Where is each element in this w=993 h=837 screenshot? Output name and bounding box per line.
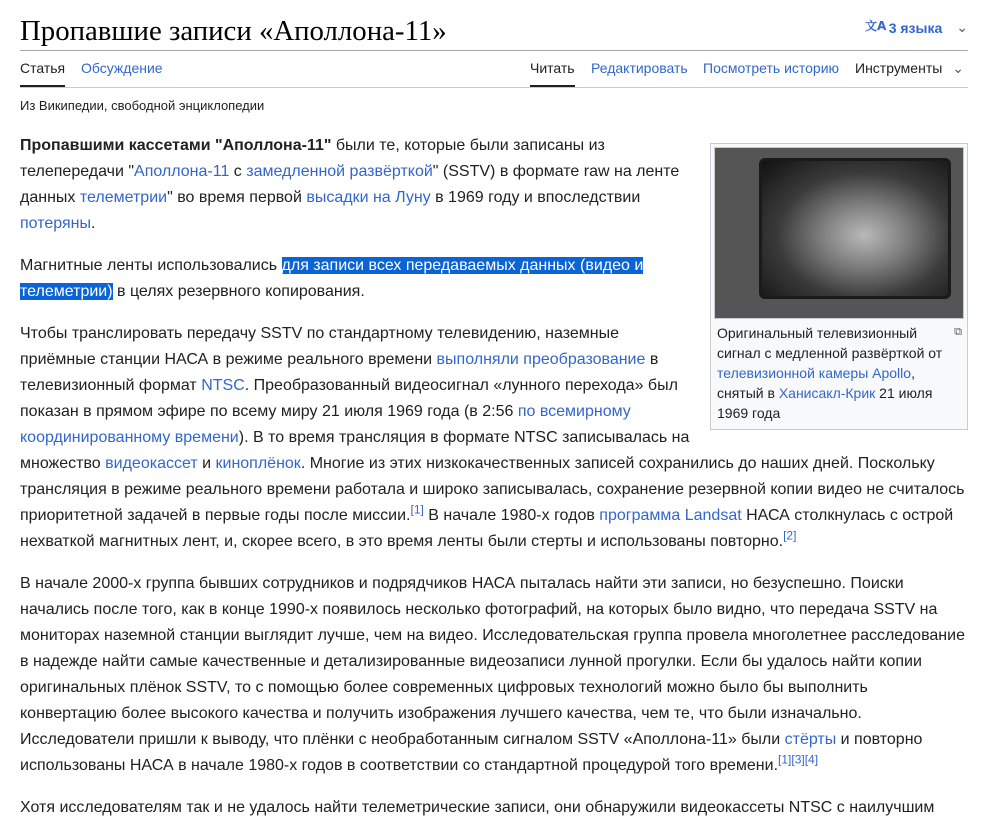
ref-link[interactable]: [1][3][4] xyxy=(778,752,819,767)
paragraph-5: Хотя исследователям так и не удалось найти телеметрические записи, они обнаружили видеокассеты NTSC с наилучшим xyxy=(20,799,935,816)
site-subtitle: Из Википедии, свободной энциклопедии xyxy=(20,98,265,113)
link-lost[interactable]: потеряны xyxy=(20,215,91,232)
chevron-down-icon: ⌄ xyxy=(956,19,968,35)
paragraph-3: Чтобы транслировать передачу SSTV по стандартному телевидению, наземные приёмные станции НАСА в режиме реального времени выполняли преобразование в телевизионный формат NTSC. Преобразованный видеосигнал «лунного перехода» был показан в прямом эфире по всему миру 21 июля 1969 года (в 2:56 по всемирному координированному времени). В то время трансляция в формате NTSC записывалась на множество видеокассет и киноплёнок. Многие из этих низкокачественных записей сохранились до наших дней. Поскольку трансляция в режиме реального времени работала и широко записывалась, сохранение резервной копии видео не считалось приоритетной задачей в первые годы после миссии.[1] В начале 1980-х годов программа Landsat НАСА столкнулась с острой нехваткой магнитных лент, и, скорее всего, в это время ленты были стерты и использованы повторно.[2] xyxy=(20,325,965,550)
link-moon-landing[interactable]: высадки на Луну xyxy=(306,189,431,206)
tab-edit[interactable]: Редактировать xyxy=(591,60,688,76)
language-button[interactable] xyxy=(865,18,968,37)
link-conversion[interactable]: выполняли преобразование xyxy=(436,351,646,368)
tab-history[interactable]: Посмотреть историю xyxy=(703,60,840,76)
ref-link[interactable]: [1] xyxy=(410,502,424,517)
link-film[interactable]: киноплёнок xyxy=(215,455,301,472)
caption-text: , снятый в xyxy=(717,365,915,401)
paragraph-4: В начале 2000-х группа бывших сотрудников и подрядчиков НАСА пыталась найти эти записи, но безуспешно. Поиски начались после того, как в конце 1990-х появилось несколько фотографий, на которых было видно, что передача SSTV на мониторах наземной станции выглядит лучше, чем на видео. Исследовательская группа провела многолетнее расследование в надежде найти самые качественные и детализированные видеозаписи лунной прогулки. Если бы удалось найти копии оригинальных плёнок SSTV, то с помощью более современных цифровых технологий можно было бы выполнить конвертацию более высокого качества и получить изображения лучшего качества, чем те, что были изначально. Исследователи пришли к выводу, что плёнки с необработанным сигналом SSTV «Аполлона-11» были стёрты и повторно использованы НАСА в начале 1980-х годов в соответствии со стандартной процедурой того времени.[1][3][4] xyxy=(20,575,965,774)
tools-label: Инструменты xyxy=(855,60,943,76)
translate-icon xyxy=(864,18,886,37)
lead-bold: Пропавшими кассетами "Аполлона-11" xyxy=(20,137,332,154)
thumbnail-image[interactable] xyxy=(714,147,964,319)
caption-text: Оригинальный телевизионный сигнал с медленной развёрткой от xyxy=(717,325,943,361)
caption-text: 21 июля 1969 года xyxy=(717,385,933,421)
caption-link-honeysuckle[interactable]: Ханисакл-Крик xyxy=(778,385,876,401)
paragraph-2: Магнитные ленты использовались для записи всех передаваемых данных (видео и телеметрии) в целях резервного копирования. xyxy=(20,257,644,300)
page-title: Пропавшие записи «Аполлона-11» xyxy=(20,15,447,47)
paragraph-1: Пропавшими кассетами "Аполлона-11" были те, которые были записаны из телепередачи "Аполлона-11 с замедленной развёрткой" (SSTV) в формате raw на ленте данных телеметрии" во время первой высадки на Луну в 1969 году и впоследствии потеряны. xyxy=(20,137,680,232)
article-content xyxy=(20,133,968,837)
chevron-down-icon: ⌄ xyxy=(952,60,964,76)
page-tabs xyxy=(20,55,968,88)
link-telemetry[interactable]: телеметрии xyxy=(79,189,168,206)
tab-article[interactable]: Статья xyxy=(20,60,65,87)
link-apollo11[interactable]: Аполлона-11 xyxy=(134,163,230,180)
language-count: 3 языка xyxy=(888,19,943,36)
caption-link-camera[interactable]: телевизионной камеры Apollo xyxy=(717,365,912,381)
ref-link[interactable]: [2] xyxy=(783,528,797,543)
title-row xyxy=(20,10,968,51)
link-erased[interactable]: стёрты xyxy=(784,731,837,748)
tab-read[interactable]: Читать xyxy=(530,60,575,87)
link-ntsc[interactable]: NTSC xyxy=(201,377,245,394)
link-utc[interactable]: по всемирному координированному времени xyxy=(20,403,631,446)
selected-text[interactable]: для записи всех передаваемых данных (видео и телеметрии) xyxy=(20,257,644,300)
thumbnail-caption xyxy=(714,319,964,426)
tab-talk[interactable]: Обсуждение xyxy=(81,60,163,76)
monitor-screen xyxy=(759,158,951,299)
link-videotapes[interactable]: видеокассет xyxy=(105,455,198,472)
tab-tools[interactable] xyxy=(855,60,964,86)
svg-text:文A: 文A xyxy=(864,19,886,33)
infobox-thumbnail xyxy=(710,143,968,430)
link-landsat[interactable]: программа Landsat xyxy=(599,507,742,524)
magnify-icon[interactable]: ⧉ xyxy=(954,326,962,338)
link-sstv[interactable]: замедленной развёрткой xyxy=(246,163,433,180)
